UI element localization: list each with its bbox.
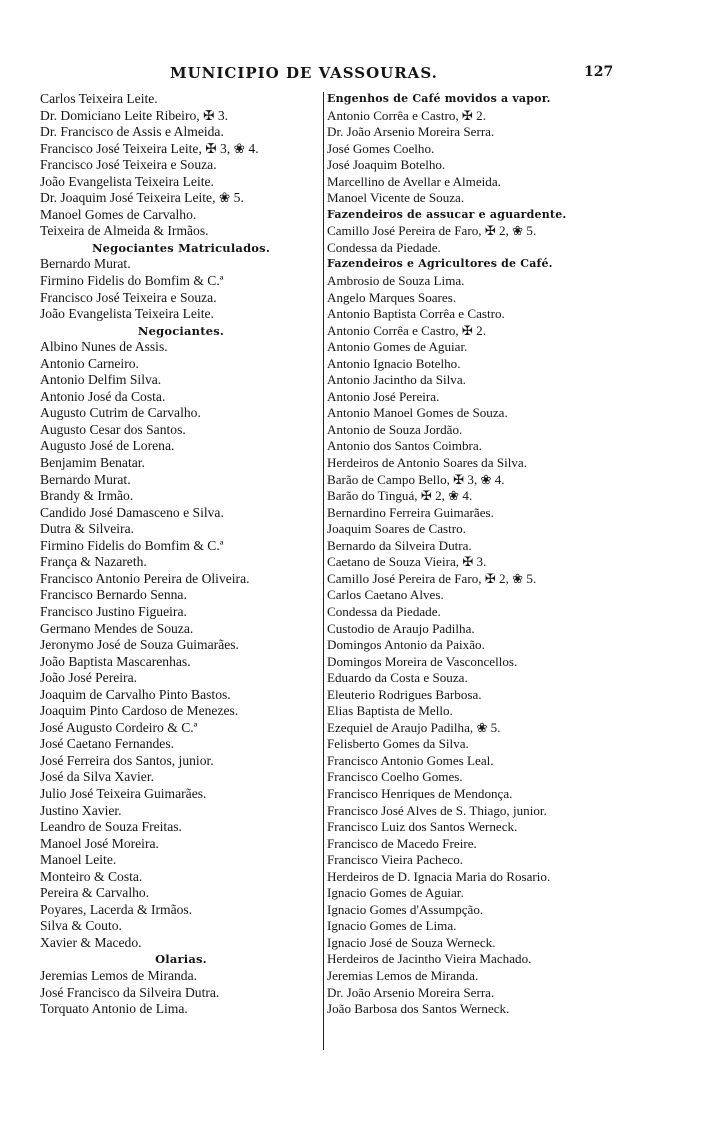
section-heading: Fazendeiros e Agricultores de Café. (327, 257, 553, 271)
list-entry: Manoel Vicente de Souza. (327, 190, 465, 206)
list-entry: Francisco José Teixeira e Souza. (40, 289, 217, 305)
list-entry: Francisco Antonio Gomes Leal. (327, 752, 494, 768)
list-entry: Eleuterio Rodrigues Barbosa. (327, 686, 482, 702)
list-entry: Augusto José de Lorena. (40, 438, 175, 454)
section-heading: Negociantes Matriculados. (91, 240, 271, 255)
list-entry: Monteiro & Costa. (40, 868, 143, 884)
list-entry: Antonio Gomes de Aguiar. (327, 339, 468, 355)
list-entry: Herdeiros de Jacintho Vieira Machado. (327, 951, 532, 967)
list-entry: Dr. Domiciano Leite Ribeiro, ✠ 3. (40, 107, 229, 123)
list-entry: Antonio José Pereira. (327, 388, 440, 404)
list-entry: Dr. João Arsenio Moreira Serra. (327, 124, 495, 140)
list-entry: Augusto Cutrim de Carvalho. (40, 405, 201, 421)
list-entry: Antonio Jacintho da Silva. (327, 372, 466, 388)
list-entry: Manoel Leite. (40, 852, 117, 868)
list-entry: Felisberto Gomes da Silva. (327, 736, 469, 752)
list-entry: Antonio Ignacio Botelho. (327, 355, 461, 371)
left-column (40, 91, 322, 1018)
list-entry: Custodio de Araujo Padilha. (327, 620, 475, 636)
list-entry: Ignacio José de Souza Werneck. (327, 934, 496, 950)
list-entry: Francisco José Teixeira e Souza. (40, 157, 217, 173)
list-entry: Francisco de Macedo Freire. (327, 835, 477, 851)
list-entry: José Gomes Coelho. (327, 140, 435, 156)
list-entry: Dr. Joaquim José Teixeira Leite, ❀ 5. (40, 190, 244, 206)
section-heading: Olarias. (155, 952, 207, 967)
list-entry: Bernardo Murat. (40, 256, 131, 272)
list-entry: Barão do Tinguá, ✠ 2, ❀ 4. (327, 488, 473, 504)
list-entry: João Baptista Mascarenhas. (40, 653, 191, 669)
list-entry: Antonio dos Santos Coimbra. (327, 438, 482, 454)
list-entry: Herdeiros de D. Ignacia Maria do Rosario. (327, 868, 551, 884)
list-entry: Bernardino Ferreira Guimarães. (327, 504, 494, 520)
list-entry: Pereira & Carvalho. (40, 885, 150, 901)
list-entry: Joaquim de Carvalho Pinto Bastos. (40, 686, 231, 702)
list-entry: Dr. Francisco de Assis e Almeida. (40, 124, 224, 140)
list-entry: Ignacio Gomes de Aguiar. (327, 885, 464, 901)
list-entry: Francisco Coelho Gomes. (327, 769, 463, 785)
section-heading: Fazendeiros de assucar e aguardente. (327, 207, 567, 221)
list-entry: Brandy & Irmão. (40, 488, 134, 504)
list-entry: João José Pereira. (40, 670, 138, 686)
list-entry: Antonio de Souza Jordão. (327, 421, 463, 437)
list-entry: Bernardo Murat. (40, 471, 131, 487)
list-entry: Ezequiel de Araujo Padilha, ❀ 5. (327, 719, 501, 735)
list-entry: Antonio José da Costa. (40, 388, 166, 404)
list-entry: Augusto Cesar dos Santos. (40, 421, 186, 437)
right-column (327, 91, 614, 1018)
list-entry: José da Silva Xavier. (40, 769, 155, 785)
list-entry: Antonio Corrêa e Castro, ✠ 2. (327, 322, 486, 338)
list-entry: Manoel Gomes de Carvalho. (40, 206, 197, 222)
list-entry: Firmino Fidelis do Bomfim & C.ª (40, 537, 224, 553)
list-entry: Jeronymo José de Souza Guimarães. (40, 637, 239, 653)
list-entry: Francisco Bernardo Senna. (40, 587, 187, 603)
list-entry: Antonio Baptista Corrêa e Castro. (327, 306, 505, 322)
section-heading: Engenhos de Café movidos a vapor. (327, 92, 551, 105)
list-entry: Domingos Moreira de Vasconcellos. (327, 653, 518, 669)
list-entry: Francisco Henriques de Mendonça. (327, 785, 513, 801)
list-entry: Albino Nunes de Assis. (40, 339, 168, 355)
list-entry: Francisco Vieira Pacheco. (327, 852, 464, 868)
list-entry: Francisco Justino Figueira. (40, 603, 187, 619)
list-entry: José Augusto Cordeiro & C.ª (40, 719, 198, 735)
list-entry: Bernardo da Silveira Dutra. (327, 537, 472, 553)
list-entry: Jeremias Lemos de Miranda. (327, 967, 479, 983)
list-entry: Eduardo da Costa e Souza. (327, 670, 468, 686)
list-entry: França & Nazareth. (40, 554, 147, 570)
list-entry: Candido José Damasceno e Silva. (40, 504, 224, 520)
list-entry: Ignacio Gomes d'Assumpção. (327, 901, 484, 917)
list-entry: João Evangelista Teixeira Leite. (40, 173, 214, 189)
list-entry: Julio José Teixeira Guimarães. (40, 785, 207, 801)
list-entry: Poyares, Lacerda & Irmãos. (40, 901, 193, 917)
list-entry: Antonio Manoel Gomes de Souza. (327, 405, 508, 421)
list-entry: Leandro de Souza Freitas. (40, 819, 182, 835)
list-entry: Dr. João Arsenio Moreira Serra. (327, 984, 495, 1000)
list-entry: Antonio Carneiro. (40, 355, 139, 371)
list-entry: João Barbosa dos Santos Werneck. (327, 1001, 510, 1017)
list-entry: Teixeira de Almeida & Irmãos. (40, 223, 209, 239)
list-entry: Condessa da Piedade. (327, 239, 441, 255)
list-entry: Jeremias Lemos de Miranda. (40, 967, 198, 983)
column-divider (323, 92, 324, 1050)
list-entry: Xavier & Macedo. (40, 934, 142, 950)
list-entry: Francisco Antonio Pereira de Oliveira. (40, 570, 250, 586)
list-entry: Condessa da Piedade. (327, 603, 441, 619)
list-entry: Benjamim Benatar. (40, 455, 145, 471)
list-entry: Francisco José Teixeira Leite, ✠ 3, ❀ 4. (40, 140, 259, 156)
list-entry: Antonio Corrêa e Castro, ✠ 2. (327, 107, 486, 123)
list-entry: Elias Baptista de Mello. (327, 703, 453, 719)
list-entry: Manoel José Moreira. (40, 835, 159, 851)
list-entry: Torquato Antonio de Lima. (40, 1001, 188, 1017)
page-title: MUNICIPIO DE VASSOURAS. (170, 64, 438, 82)
list-entry: Herdeiros de Antonio Soares da Silva. (327, 455, 528, 471)
list-entry: Camillo José Pereira de Faro, ✠ 2, ❀ 5. (327, 570, 537, 586)
list-entry: José Francisco da Silveira Dutra. (40, 984, 220, 1000)
list-entry: José Caetano Fernandes. (40, 736, 175, 752)
list-entry: Carlos Teixeira Leite. (40, 91, 158, 106)
list-entry: Barão de Campo Bello, ✠ 3, ❀ 4. (327, 471, 505, 487)
list-entry: Germano Mendes de Souza. (40, 620, 194, 636)
list-entry: José Ferreira dos Santos, junior. (40, 752, 214, 768)
list-entry: Joaquim Soares de Castro. (327, 521, 466, 537)
list-entry: Silva & Couto. (40, 918, 122, 934)
list-entry: Angelo Marques Soares. (327, 289, 457, 305)
list-entry: Carlos Caetano Alves. (327, 587, 444, 603)
list-entry: Ignacio Gomes de Lima. (327, 918, 457, 934)
list-entry: Antonio Delfim Silva. (40, 372, 162, 388)
page-number: 127 (584, 64, 614, 80)
list-entry: Firmino Fidelis do Bomfim & C.ª (40, 273, 224, 289)
list-entry: Ambrosio de Souza Lima. (327, 273, 465, 289)
list-entry: Marcellino de Avellar e Almeida. (327, 173, 501, 189)
list-entry: José Joaquim Botelho. (327, 157, 446, 173)
list-entry: Domingos Antonio da Paixão. (327, 637, 485, 653)
list-entry: Caetano de Souza Vieira, ✠ 3. (327, 554, 487, 570)
list-entry: Justino Xavier. (40, 802, 122, 818)
list-entry: Francisco José Alves de S. Thiago, junior. (327, 802, 547, 818)
list-entry: Dutra & Silveira. (40, 521, 135, 537)
list-entry: João Evangelista Teixeira Leite. (40, 306, 214, 322)
list-entry: Camillo José Pereira de Faro, ✠ 2, ❀ 5. (327, 223, 537, 239)
list-entry: Francisco Luiz dos Santos Werneck. (327, 819, 518, 835)
list-entry: Joaquim Pinto Cardoso de Menezes. (40, 703, 239, 719)
section-heading: Negociantes. (137, 323, 225, 338)
